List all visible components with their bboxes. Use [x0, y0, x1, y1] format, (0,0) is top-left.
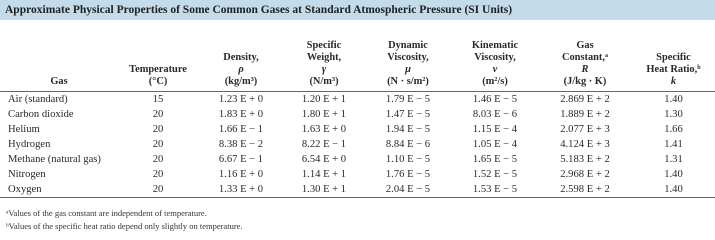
- value-cell: 1.10 E − 5: [385, 154, 431, 165]
- table-row: [0, 182, 715, 198]
- table-body: [0, 92, 715, 198]
- header-unit: (m²/s): [482, 76, 508, 87]
- value-cell: 1.15 E − 4: [472, 124, 518, 135]
- header-line: Viscosity,: [474, 52, 516, 63]
- header-symbol: k: [670, 76, 677, 87]
- value-cell: 4.124 E + 3: [560, 139, 610, 150]
- header-line: Gas: [50, 76, 68, 87]
- table-header: [0, 26, 715, 92]
- column-header: [632, 26, 715, 92]
- gas-name-cell: Methane (natural gas): [8, 154, 101, 165]
- value-cell: 1.79 E − 5: [385, 94, 431, 105]
- value-cell: 1.30 E + 1: [284, 182, 364, 198]
- gas-name-cell: Nitrogen: [8, 169, 46, 180]
- value-cell: 20: [118, 182, 198, 198]
- column-header: [538, 26, 632, 92]
- value-cell: 2.04 E − 5: [364, 182, 452, 198]
- value-cell: 8.03 E − 6: [472, 109, 518, 120]
- value-cell: 2.077 E + 3: [560, 124, 610, 135]
- value-cell: 5.183 E + 2: [560, 154, 610, 165]
- value-cell: 1.94 E − 5: [385, 124, 431, 135]
- gas-name-cell: Air (standard): [8, 94, 68, 105]
- value-cell: 2.968 E + 2: [560, 169, 610, 180]
- value-cell: 1.47 E − 5: [385, 109, 431, 120]
- header-unit: (J/kg · K): [563, 76, 607, 87]
- value-cell: 1.16 E + 0: [218, 169, 264, 180]
- value-cell: 6.54 E + 0: [301, 154, 347, 165]
- column-header: [364, 26, 452, 92]
- value-cell: 1.66: [664, 124, 683, 135]
- header-unit: (N/m³): [309, 76, 339, 87]
- value-cell: 1.14 E + 1: [301, 169, 347, 180]
- value-cell: 1.80 E + 1: [301, 109, 347, 120]
- column-header: [284, 26, 364, 92]
- value-cell: 20: [152, 169, 164, 180]
- column-header: [198, 26, 284, 92]
- header-line: Kinematic: [471, 40, 519, 51]
- header-line: Heat Ratio,ᵇ: [646, 64, 701, 75]
- table-row: [0, 92, 715, 108]
- gas-name-cell: Carbon dioxide: [8, 109, 74, 120]
- gas-name-cell: Hydrogen: [8, 139, 51, 150]
- value-cell: 1.63 E + 0: [301, 124, 347, 135]
- value-cell: 1.20 E + 1: [301, 94, 347, 105]
- value-cell: 15: [152, 94, 164, 105]
- header-line: Specific: [656, 52, 691, 63]
- value-cell: 20: [152, 124, 164, 135]
- value-cell: 20: [152, 109, 164, 120]
- table-title: Approximate Physical Properties of Some Common Gases at Standard Atmospheric Pressure (SI Units): [0, 0, 715, 20]
- value-cell: 8.84 E − 6: [385, 139, 431, 150]
- table-row: [0, 122, 715, 137]
- header-symbol: γ: [321, 64, 327, 75]
- table-row: [0, 137, 715, 152]
- header-line: Density,: [223, 52, 259, 63]
- value-cell: 1.41: [664, 139, 683, 150]
- header-line: Viscosity,: [387, 52, 429, 63]
- gas-properties-table: [0, 26, 715, 198]
- column-header: [452, 26, 538, 92]
- value-cell: 6.67 E − 1: [218, 154, 264, 165]
- header-symbol: ρ: [238, 64, 244, 75]
- value-cell: 1.33 E + 0: [198, 182, 284, 198]
- header-line: Constant,ᵃ: [561, 52, 609, 63]
- value-cell: 2.598 E + 2: [538, 182, 632, 198]
- value-cell: 20: [152, 139, 164, 150]
- column-header: [0, 26, 118, 92]
- footnote-a: ᵃValues of the gas constant are independent of temperature.: [6, 208, 207, 218]
- table-row: [0, 167, 715, 182]
- value-cell: 1.889 E + 2: [560, 109, 610, 120]
- value-cell: 1.40: [632, 182, 715, 198]
- gas-name-cell: Oxygen: [0, 182, 118, 198]
- header-symbol: R: [581, 64, 589, 75]
- column-header: [118, 26, 198, 92]
- header-symbol: μ: [405, 64, 411, 75]
- value-cell: 8.38 E − 2: [218, 139, 264, 150]
- header-symbol: ν: [492, 64, 498, 75]
- table-row: [0, 152, 715, 167]
- value-cell: 1.76 E − 5: [385, 169, 431, 180]
- value-cell: 8.22 E − 1: [301, 139, 347, 150]
- header-line: Specific: [306, 40, 342, 51]
- header-line: Gas: [576, 40, 594, 51]
- header-line: Temperature: [129, 64, 187, 75]
- value-cell: 1.53 E − 5: [452, 182, 538, 198]
- header-unit: (kg/m³): [224, 76, 258, 87]
- value-cell: 1.83 E + 0: [218, 109, 264, 120]
- value-cell: 1.05 E − 4: [472, 139, 518, 150]
- value-cell: 1.46 E − 5: [472, 94, 518, 105]
- value-cell: 1.30: [664, 109, 683, 120]
- value-cell: 1.23 E + 0: [218, 94, 264, 105]
- value-cell: 1.52 E − 5: [472, 169, 518, 180]
- value-cell: 2.869 E + 2: [560, 94, 610, 105]
- header-row: [0, 26, 715, 92]
- value-cell: 1.65 E − 5: [472, 154, 518, 165]
- value-cell: 20: [152, 154, 164, 165]
- header-line: Weight,: [306, 52, 342, 63]
- header-line: Dynamic: [388, 40, 428, 51]
- header-unit: (°C): [148, 76, 168, 87]
- gas-name-cell: Helium: [8, 124, 40, 135]
- value-cell: 1.40: [664, 169, 683, 180]
- value-cell: 1.40: [664, 94, 683, 105]
- value-cell: 1.66 E − 1: [218, 124, 264, 135]
- header-unit: (N · s/m²): [387, 76, 429, 87]
- footnote-b: ᵇValues of the specific heat ratio depend only slightly on temperature.: [6, 221, 243, 231]
- table-row: [0, 107, 715, 122]
- value-cell: 1.31: [664, 154, 683, 165]
